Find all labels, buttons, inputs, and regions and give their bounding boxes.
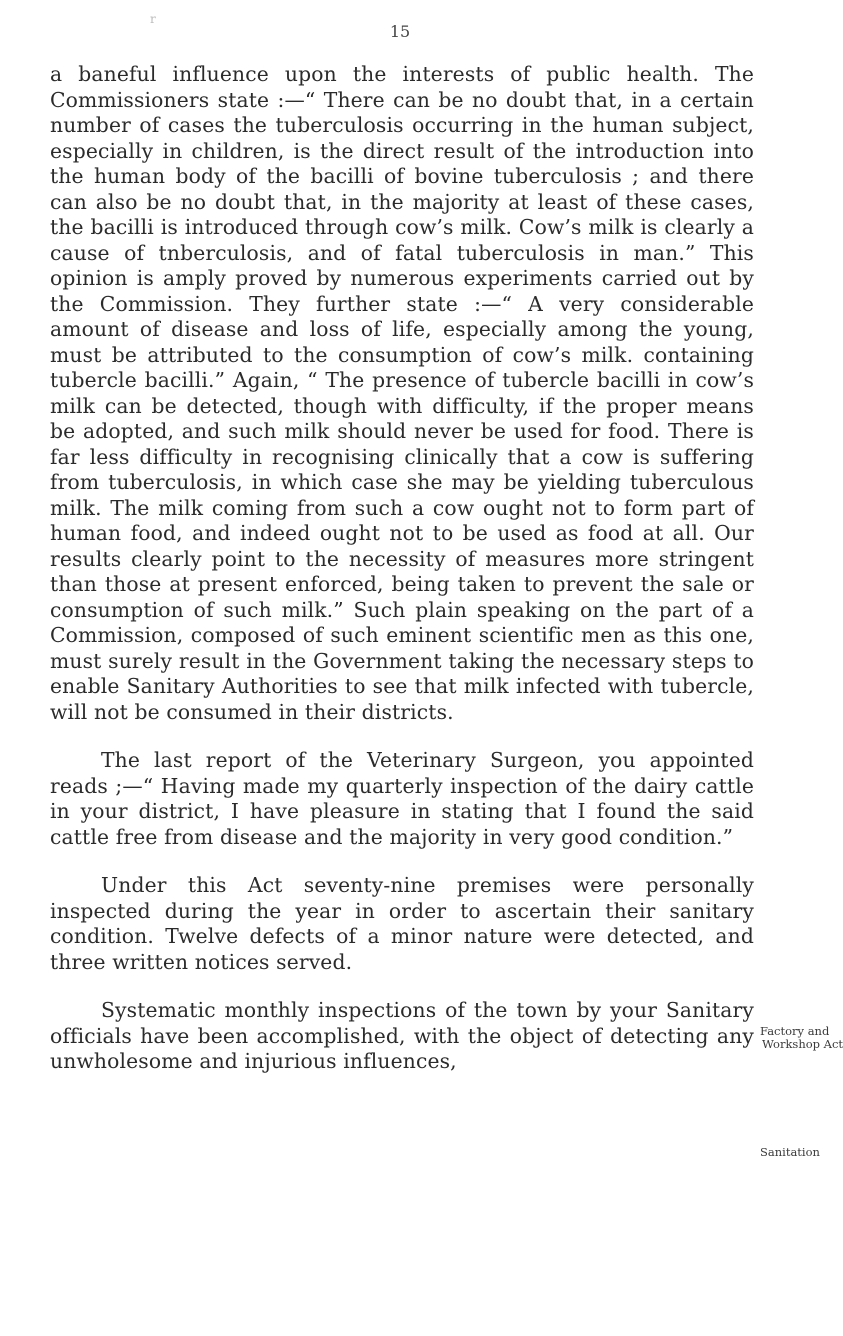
body-text bbox=[50, 62, 754, 1075]
paragraph-veterinary-report: The last report of the Veterinary Surgeon, you appointed reads ;—“ Having made my quarterly inspection of the dairy cattle in your district, I have pleasure in stating that I found the said cattle free from disease and the majority in very good condition.” bbox=[50, 748, 754, 849]
paragraph-factory-act: Under this Act seventy-nine premises were personally inspected during the year in order to ascertain their sanitary condition. Twelve defects of a minor nature were detected, and three written notices served. bbox=[50, 873, 754, 974]
margin-note-factory-act bbox=[760, 1024, 843, 1051]
paragraph-sanitation: Systematic monthly inspections of the town by your Sanitary officials have been accomplished, with the object of detecting any unwholesome and injurious influences, bbox=[50, 998, 754, 1073]
margin-note-factory-line1: Factory and bbox=[760, 1024, 830, 1038]
margin-note-factory-line2: Workshop Act bbox=[762, 1037, 843, 1051]
paragraph-commission-quote: a baneful influence upon the interests of public health. The Commissioners state :—“ There can be no doubt that, in a certain number of cases the tuberculosis occurring in the human subject, especially in children, is the direct result of the introduction into the human body of the bacilli of bovine tuberculosis ; and there can also be no doubt that, in the majority at least of these cases, the bacilli is introduced through cow’s milk. Cow’s milk is clearly a cause of tnberculosis, and of fatal tuberculosis in man.” This opinion is amply proved by numerous experiments carried out by the Commission. They further state :—“ A very considerable amount of disease and loss of life, especially among the young, must be attributed to the consumption of cow’s milk. containing tubercle bacilli.” Again, “ The presence of tubercle bacilli in cow’s milk can be detected, though with difficulty, if the proper means be adopted, and such milk should never be used for food. There is far less difficulty in recognising clinically that a cow is suffering from tuberculosis, in which case she may be yielding tuberculous milk. The milk coming from such a cow ought not to form part of human food, and indeed ought not to be used as food at all. Our results clearly point to the necessity of measures more stringent than those at present enforced, being taken to prevent the sale or consumption of such milk.” Such plain speaking on the part of a Commission, composed of such eminent scientific men as this one, must surely result in the Government taking the necessary steps to enable Sanitary Authorities to see that milk infected with tubercle, will not be consumed in their districts. bbox=[50, 62, 754, 724]
page-number: 15 bbox=[389, 22, 411, 41]
margin-note-sanitation: Sanitation bbox=[760, 1145, 820, 1159]
corner-mark: r bbox=[150, 12, 156, 26]
